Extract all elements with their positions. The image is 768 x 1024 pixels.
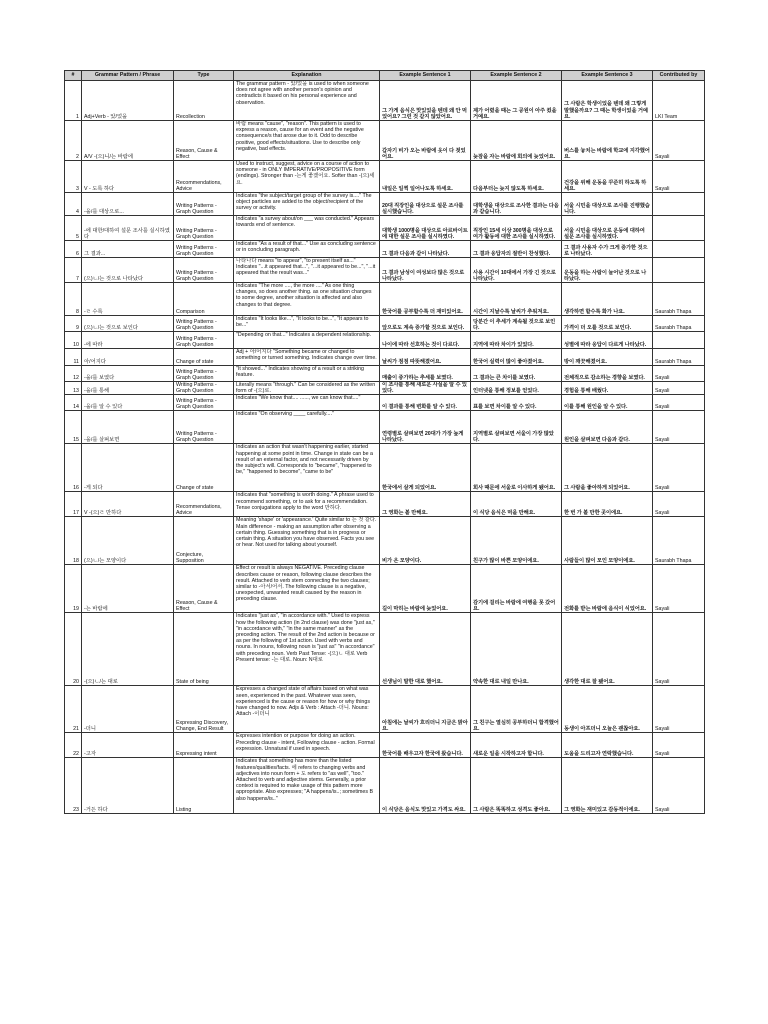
cell-number: 4 [65,193,82,216]
cell-contributor: Saurabh Thapa [653,316,705,332]
cell-example-2: 그 결과 응답자의 절반이 찬성했다. [471,241,562,258]
cell-contributor: Sayali [653,411,705,444]
table-row [65,686,705,733]
cell-example-1: 아침에는 날씨가 흐리더니 지금은 맑아요. [380,686,471,733]
cell-example-1: 연령별로 살펴보면 20대가 가장 높게 나타났다. [380,411,471,444]
cell-pattern: (으)ㄴ/는 모양이다 [82,517,174,565]
cell-example-3: 버스를 놓치는 바람에 학교에 지각했어요. [562,121,653,161]
cell-type: Writing Patterns - Graph Question [174,216,234,241]
cell-example-3: 서울 시민을 대상으로 조사를 진행했습니다. [562,193,653,216]
cell-example-3: 전화를 받는 바람에 음식이 식었어요. [562,565,653,613]
table-row [65,81,705,121]
table-row [65,565,705,613]
cell-example-3: 서울 시민을 대상으로 운동에 대하여 설문 조사를 실시하였다. [562,216,653,241]
cell-example-3: 그 영화는 재미있고 감동적이에요. [562,758,653,814]
cell-number: 11 [65,349,82,366]
header-example-2: Example Sentence 2 [471,71,562,81]
cell-example-1: 비가 온 모양이다. [380,517,471,565]
table-row [65,316,705,332]
cell-explanation: Indicates "On observing ____ carefully...." [234,411,380,444]
cell-number: 14 [65,395,82,411]
cell-type: Writing Patterns - Graph Question [174,241,234,258]
cell-number: 19 [65,565,82,613]
cell-example-1: 그 결과 다음과 같이 나타났다. [380,241,471,258]
table-row [65,258,705,283]
cell-explanation: Indicates "It looks like...", "It looks to be...", "It appears to be..." [234,316,380,332]
header-number: # [65,71,82,81]
cell-type: Listing [174,758,234,814]
cell-example-3: 그 사람을 좋아하게 되었어요. [562,444,653,492]
cell-pattern: -(으)ㄴ/는 대로 [82,613,174,686]
cell-number: 7 [65,258,82,283]
cell-example-3: 사람들이 많이 모인 모양이에요. [562,517,653,565]
cell-explanation: Indicates "the subject/target group of the survey is...." The object particles are added to the object/recipient of the survey or activity. [234,193,380,216]
cell-contributor [653,258,705,283]
cell-type: Recollection [174,81,234,121]
cell-example-2: 당분간 이 추세가 계속될 것으로 보인다. [471,316,562,332]
cell-example-1: 그 가게 음식은 맛있었을 텐데 왜 안 먹었어요? 그런 것 같지 않았어요. [380,81,471,121]
table-row [65,241,705,258]
cell-number: 20 [65,613,82,686]
cell-type: Change of state [174,444,234,492]
cell-contributor: Sayali [653,444,705,492]
cell-contributor: Sayali [653,382,705,395]
header-row [65,71,705,81]
cell-number: 1 [65,81,82,121]
cell-example-1: 이 식당은 음식도 맛있고 가격도 싸요. [380,758,471,814]
cell-number: 22 [65,733,82,758]
cell-contributor: Sayali [653,366,705,382]
cell-pattern: -ㄹ 수록 [82,283,174,316]
cell-contributor: Saurabh Thapa [653,283,705,316]
cell-number: 6 [65,241,82,258]
cell-contributor: Sayali [653,161,705,193]
cell-contributor [653,216,705,241]
header-explanation: Explanation [234,71,380,81]
cell-pattern: 아/어지다 [82,349,174,366]
cell-example-3: 운동을 하는 사람이 늘어난 것으로 나타났다. [562,258,653,283]
cell-example-2: 이 식당 음식은 먹을 만해요. [471,492,562,517]
cell-pattern: V -(으)ㄹ 만하다 [82,492,174,517]
cell-contributor: Sayali [653,121,705,161]
cell-example-2: 시간이 지날수록 날씨가 추워져요. [471,283,562,316]
cell-pattern: -더니 [82,686,174,733]
cell-explanation: "Depending on that..." Indicates a dependent relationship. [234,332,380,349]
table-row [65,349,705,366]
cell-explanation: "It showed..." Indicates showing of a result or a striking feature. [234,366,380,382]
cell-type: Writing Patterns - Graph Question [174,316,234,332]
cell-example-2: 인터넷을 통해 정보를 얻었다. [471,382,562,395]
cell-number: 17 [65,492,82,517]
table-row [65,161,705,193]
cell-number: 9 [65,316,82,332]
cell-explanation: Adj + 아/어지다 "Something became or changed to something or turned something. Indicates change over time. [234,349,380,366]
grammar-spreadsheet [64,70,704,814]
table-body [65,81,705,814]
cell-example-2: 사용 시간이 10대에서 가장 긴 것으로 나타났다. [471,258,562,283]
cell-example-1: 매출이 증가하는 추세를 보였다. [380,366,471,382]
table-row [65,444,705,492]
cell-example-3: 방이 깨끗해졌어요. [562,349,653,366]
cell-example-1: 한국어를 공부할수록 더 재미있어요. [380,283,471,316]
cell-example-2: 대학생을 대상으로 조사한 결과는 다음과 같습니다. [471,193,562,216]
cell-explanation: Used to instruct, suggest, advice on a course of action to someone - in ONLY IMPERATIVE/PROPOSITIVE form (endings). Stronger than -는게 좋겠어요. Softer than -(으)세요. [234,161,380,193]
cell-example-2: 늦잠을 자는 바람에 회의에 늦었어요. [471,121,562,161]
cell-pattern: -게 되다 [82,444,174,492]
cell-number: 10 [65,332,82,349]
header-contributor: Contributed by [653,71,705,81]
cell-example-1: 이 조사를 통해 새로운 사실을 알 수 있었다. [380,382,471,395]
cell-example-1: 갑자기 비가 오는 바람에 옷이 다 젖었어요. [380,121,471,161]
cell-example-3: 성별에 따라 응답이 다르게 나타났다. [562,332,653,349]
cell-example-3: 건강을 위해 운동을 꾸준히 하도록 하세요. [562,161,653,193]
cell-number: 23 [65,758,82,814]
cell-example-2: 그 친구는 열심히 공부하더니 합격했어요. [471,686,562,733]
cell-type: Writing Patterns - Graph Question [174,258,234,283]
cell-example-1: 그 결과 남성이 여성보다 많은 것으로 나타났다. [380,258,471,283]
cell-explanation: Effect or result is always NEGATIVE. Preceding clause describes cause or reason, following clause describes the result. Attached to verb stem connecting the two clauses; similar to -아서/어서. The following clause is a negative, unexpected, unwanted result caused by the reason in preceding clause. [234,565,380,613]
table-row [65,492,705,517]
cell-number: 15 [65,411,82,444]
table-row [65,193,705,216]
cell-number: 12 [65,366,82,382]
cell-type: Reason, Cause & Effect [174,121,234,161]
cell-explanation: Literally means "through." Can be considered as the written form of -(으)로. [234,382,380,395]
header-example-3: Example Sentence 3 [562,71,653,81]
cell-example-2: 지역에 따라 차이가 있었다. [471,332,562,349]
cell-contributor: Saurabh Thapa [653,517,705,565]
cell-example-3: 이를 통해 원인을 알 수 있다. [562,395,653,411]
cell-example-2: 새로운 일을 시작하고자 합니다. [471,733,562,758]
cell-example-3: 도움을 드리고자 연락했습니다. [562,733,653,758]
table-row [65,411,705,444]
cell-type: Expressing Discovery, Change, End Result [174,686,234,733]
grammar-table [64,70,705,814]
table-row [65,121,705,161]
cell-example-1: 앞으로도 계속 증가할 것으로 보인다. [380,316,471,332]
cell-example-3: 한 번 가 볼 만한 곳이에요. [562,492,653,517]
cell-example-1: 한국어를 배우고자 한국에 왔습니다. [380,733,471,758]
table-row [65,733,705,758]
cell-explanation: The grammar pattern - 았/었을 is used to when someone does not agree with another person's opinion and contradicts it based on his personal experience and observation. [234,81,380,121]
cell-number: 16 [65,444,82,492]
cell-example-3: 동생이 아프더니 오늘은 괜찮아요. [562,686,653,733]
cell-pattern: -에 대한/대하여 설문 조사를 실시하였다 [82,216,174,241]
cell-pattern: -을/를 대상으로... [82,193,174,216]
cell-type: Recommendations, Advice [174,161,234,193]
cell-type: Change of state [174,349,234,366]
table-row [65,613,705,686]
header-example-1: Example Sentence 1 [380,71,471,81]
cell-type: Writing Patterns - Graph Question [174,366,234,382]
table-row [65,395,705,411]
cell-pattern: 그 결과... [82,241,174,258]
cell-number: 18 [65,517,82,565]
cell-contributor: Sayali [653,686,705,733]
cell-example-2: 친구가 많이 바쁜 모양이에요. [471,517,562,565]
cell-explanation: Indicates an action that wasn't happening earlier, started happening at some point in time. Change in state can be a result of an external factor, and not necessarily driven by the subject's will. Corresponds to "became", "happened to be," "happened to become", "came to be" [234,444,380,492]
cell-pattern: -는 바람에 [82,565,174,613]
cell-number: 5 [65,216,82,241]
cell-example-2: 지역별로 살펴보면 서울이 가장 많았다. [471,411,562,444]
cell-type: Writing Patterns - Graph Question [174,411,234,444]
cell-pattern: (으)ㄴ/는 것으로 보인다 [82,316,174,332]
cell-example-1: 내일은 일찍 일어나도록 하세요. [380,161,471,193]
table-row [65,216,705,241]
cell-type: Writing Patterns - Graph Question [174,332,234,349]
cell-explanation: Expresses a changed state of affairs based on what was seen, experienced in the past. Whatever was seen, experienced is the cause or reason for how or why things have changed to now. Adjs & Verb : Attach -더니. Nouns: Attach -이더니 [234,686,380,733]
cell-contributor: Sayali [653,758,705,814]
cell-pattern: Adj+Verb - 았/었을 [82,81,174,121]
cell-number: 21 [65,686,82,733]
cell-pattern: -을/를 알 수 있다 [82,395,174,411]
cell-explanation: Indicates that "something is worth doing." A phrase used to recommend something, or to ask for a recommendation. Tense conjugations apply to the word 만하다. [234,492,380,517]
cell-type: Writing Patterns - Graph Question [174,193,234,216]
cell-contributor: Sayali [653,395,705,411]
table-row [65,382,705,395]
cell-example-1: 한국에서 살게 되었어요. [380,444,471,492]
cell-pattern: A/V -(으)니/는 바람에 [82,121,174,161]
cell-example-2: 그 결과는 큰 차이를 보였다. [471,366,562,382]
cell-number: 13 [65,382,82,395]
cell-example-2: 직장인 15세 이상 300명을 대상으로 여가 활동에 대한 조사를 실시하였다. [471,216,562,241]
cell-example-2: 한국어 실력이 많이 좋아졌어요. [471,349,562,366]
cell-example-3: 그 사람은 학생이었을 텐데 왜 그렇게 말했을까요? 그 때는 학생이었을 거예요. [562,81,653,121]
header-pattern: Grammar Pattern / Phrase [82,71,174,81]
cell-example-1: 그 영화는 볼 만해요. [380,492,471,517]
cell-pattern: -에 따라 [82,332,174,349]
cell-example-1: 길이 막히는 바람에 늦었어요. [380,565,471,613]
cell-type: Expressing intent [174,733,234,758]
cell-pattern: -을/를 살펴보면 [82,411,174,444]
cell-example-2: 제가 어렸을 때는 그 공원이 아주 컸을 거예요. [471,81,562,121]
cell-example-2: 회사 때문에 서울로 이사하게 됐어요. [471,444,562,492]
cell-pattern: -을/를 통해 [82,382,174,395]
cell-number: 2 [65,121,82,161]
cell-example-3: 생각하면 할수록 화가 나요. [562,283,653,316]
cell-type: Writing Patterns - Graph Question [174,395,234,411]
cell-example-2: 감기에 걸리는 바람에 여행을 못 갔어요. [471,565,562,613]
cell-type: Reason, Cause & Effect [174,565,234,613]
cell-example-1: 나이에 따라 선호하는 것이 다르다. [380,332,471,349]
cell-contributor [653,332,705,349]
cell-example-1: 날씨가 점점 따뜻해졌어요. [380,349,471,366]
cell-number: 3 [65,161,82,193]
table-row [65,366,705,382]
cell-explanation: Indicates "We know that.... ......, we can know that...." [234,395,380,411]
cell-example-1: 20대 직장인을 대상으로 설문 조사를 실시했습니다. [380,193,471,216]
cell-explanation: 나타나다 means "to appear", "to present itself as..." Indicates "...it appeared that...", "...it appeared to be...", "...it appeared that the result was..." [234,258,380,283]
cell-contributor: Sayali [653,565,705,613]
cell-contributor: LKI Team [653,81,705,121]
cell-contributor: Sayali [653,733,705,758]
cell-explanation: Indicates that something has more than the listed features/qualities/facts. 에 refers to changing verbs and adjectives into noun form + 도 refers to "as well", "too." Attached to verb and adjective stems. Generally, a prior context is required to make usage of this pattern more appropriate. Also expresses; "A happens/is..; sometimes B also happens/is.." [234,758,380,814]
cell-example-3: 원인을 살펴보면 다음과 같다. [562,411,653,444]
cell-contributor [653,241,705,258]
table-row [65,758,705,814]
cell-example-2: 약속한 대로 내일 만나요. [471,613,562,686]
cell-explanation: Indicates "As a result of that..." Use as concluding sentence or in concluding paragraph. [234,241,380,258]
cell-explanation: 바람 means "cause", "reason". This pattern is used to express a reason, cause for an event and the negative consequence/s that arose due to it. Odd to describe positive, good effects/situations. Use to describe only negative, bad effects. [234,121,380,161]
cell-explanation: Meaning 'shape' or 'appearance.' Quite similar to 는 것 같다. Main difference - making an assumption after observing a certain thing. Guessing something that is in progress or certain thing. A situation you have observed. Facts you see or hear. Not used for talking about yourself. [234,517,380,565]
cell-pattern: -고자 [82,733,174,758]
cell-type: Conjecture, Supposition [174,517,234,565]
cell-type: Writing Patterns - Graph Question [174,382,234,395]
cell-explanation: Indicates "a survey about/on ___ was conducted." Appears towards end of sentence. [234,216,380,241]
header-type: Type [174,71,234,81]
table-row [65,332,705,349]
cell-explanation: Expresses intention or purpose for doing an action. Preceding clause - intent, Following clause - action. Formal expression. Unnatural if used in speech. [234,733,380,758]
cell-contributor: Saurabh Thapa [653,349,705,366]
cell-example-1: 대학생 1000명을 대상으로 아르바이트에 대한 설문 조사를 실시하였다. [380,216,471,241]
cell-pattern: -을/를 보였다 [82,366,174,382]
cell-example-3: 경험을 통해 배웠다. [562,382,653,395]
cell-example-1: 선생님이 말한 대로 했어요. [380,613,471,686]
cell-contributor [653,193,705,216]
cell-contributor: Sayali [653,492,705,517]
cell-example-1: 이 결과를 통해 변화를 알 수 있다. [380,395,471,411]
cell-pattern: (으)ㄴ/는 것으로 나타났다 [82,258,174,283]
cell-pattern: V - 도록 하다 [82,161,174,193]
table-row [65,283,705,316]
cell-explanation: Indicates "The more ...., the more ...." As one thing changes, so does another thing. as one situation changes to some degree, another situation is affected and also changes to that degree. [234,283,380,316]
cell-number: 8 [65,283,82,316]
cell-example-3: 전체적으로 감소하는 경향을 보였다. [562,366,653,382]
cell-contributor: Sayali [653,613,705,686]
cell-example-2: 표를 보면 차이를 알 수 있다. [471,395,562,411]
cell-type: Recommendations, Advice [174,492,234,517]
cell-pattern: -거든 하다 [82,758,174,814]
cell-example-2: 그 사람은 똑똑하고 성격도 좋아요. [471,758,562,814]
cell-type: State of being [174,613,234,686]
cell-explanation: Indicates "just as", "in accordance with." Used to express how the following action (in 2nd clause) was done "just as," "in accordance with," "in the same manner" as the preceding action. The result of the 2nd action is because or as per the following of 1st action. Used with verbs and nouns. In nouns, following noun is "just as" "in accordance" with preceding noun. Verb Past Tense: -(으)ㄴ 대로 Verb Present tense: -는 대로. Noun: N대로 [234,613,380,686]
cell-example-3: 그 결과 사용자 수가 크게 증가한 것으로 나타났다. [562,241,653,258]
cell-example-2: 다음부터는 늦지 않도록 하세요. [471,161,562,193]
cell-example-3: 생각한 대로 잘 됐어요. [562,613,653,686]
cell-type: Comparison [174,283,234,316]
cell-example-3: 가격이 더 오를 것으로 보인다. [562,316,653,332]
table-row [65,517,705,565]
